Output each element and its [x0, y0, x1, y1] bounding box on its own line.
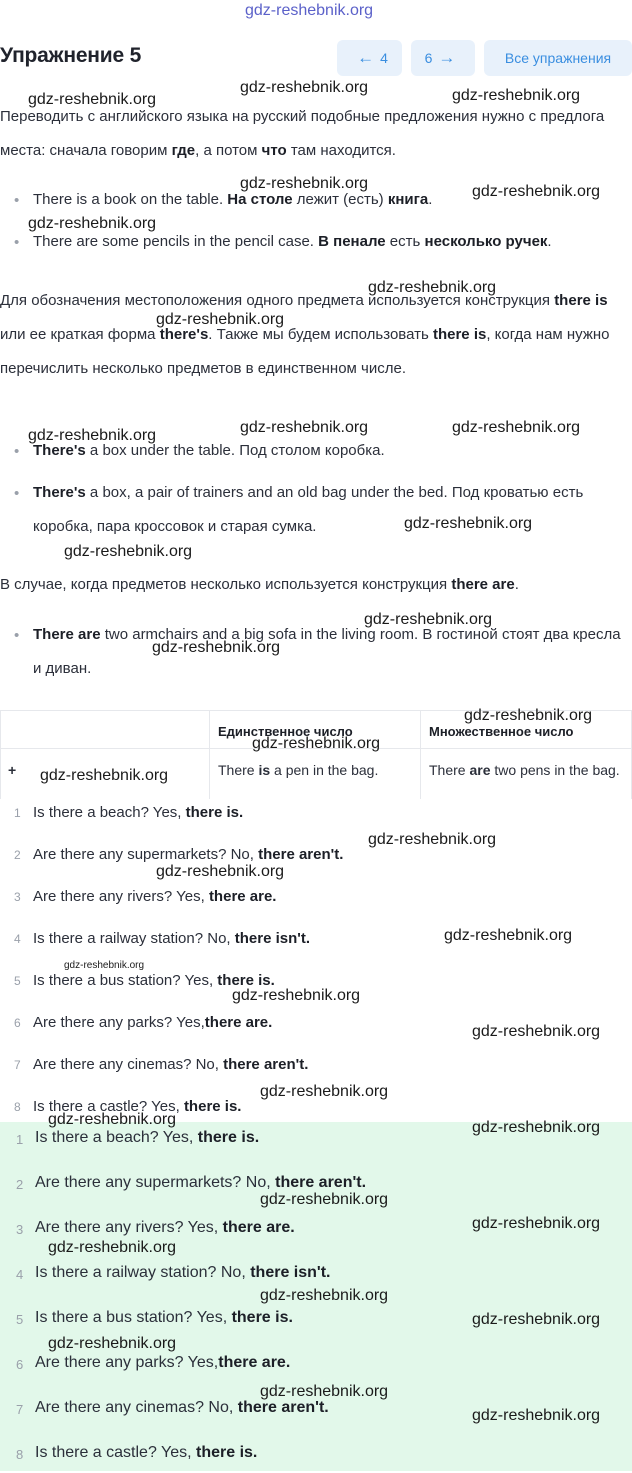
answer-number: 6 [16, 1357, 24, 1372]
watermark: gdz-reshebnik.org [452, 419, 581, 436]
answer-number: 7 [14, 1058, 21, 1072]
watermark: gdz-reshebnik.org [245, 2, 374, 19]
watermark: gdz-reshebnik.org [252, 735, 381, 752]
watermark: gdz-reshebnik.org [404, 515, 533, 532]
watermark: gdz-reshebnik.org [472, 1023, 601, 1040]
watermark: gdz-reshebnik.org [260, 1083, 389, 1100]
watermark: gdz-reshebnik.org [156, 311, 285, 328]
bullet: • [14, 627, 20, 644]
answer-number: 2 [14, 848, 21, 862]
watermark: gdz-reshebnik.org [64, 960, 145, 971]
watermark: gdz-reshebnik.org [40, 767, 169, 784]
watermark: gdz-reshebnik.org [260, 1287, 389, 1304]
prev-exercise-label: 4 [380, 50, 388, 66]
answer-text: Is there a castle? Yes, there is. [33, 1098, 242, 1115]
answer-row [0, 800, 632, 830]
watermark: gdz-reshebnik.org [64, 543, 193, 560]
watermark: gdz-reshebnik.org [452, 87, 581, 104]
answer-text: Are there any cinemas? No, there aren't. [33, 1056, 309, 1073]
list-item: There is a book on the table. На столе лежит (есть) книга. [33, 191, 433, 208]
intro-paragraph: Переводить с английского языка на русский подобные предложения нужно с предлога места: сначала говорим где, а потом что там находится. [0, 108, 605, 159]
answer-row [0, 884, 632, 914]
answer-number: 1 [14, 806, 21, 820]
answer-text: Is there a railway station? No, there isn't. [35, 1264, 331, 1281]
arrow-right-icon: → [438, 48, 456, 67]
watermark: gdz-reshebnik.org [472, 1407, 601, 1424]
answer-text: Is there a bus station? Yes, there is. [33, 972, 275, 989]
answer-text: Are there any supermarkets? No, there aren't. [33, 846, 344, 863]
watermark: gdz-reshebnik.org [240, 175, 369, 192]
prev-exercise-button[interactable] [337, 40, 402, 76]
watermark: gdz-reshebnik.org [368, 279, 497, 296]
watermark: gdz-reshebnik.org [364, 611, 493, 628]
answer-text: Are there any supermarkets? No, there aren't. [35, 1174, 367, 1191]
plural-paragraph: В случае, когда предметов несколько используется конструкция there are. [0, 576, 519, 593]
watermark: gdz-reshebnik.org [472, 1311, 601, 1328]
bullet: • [14, 443, 20, 460]
answer-text: Are there any cinemas? No, there aren't. [35, 1399, 329, 1416]
watermark: gdz-reshebnik.org [472, 183, 601, 200]
exercise-header [0, 40, 632, 80]
page-title: Упражнение 5 [0, 44, 142, 67]
watermark: gdz-reshebnik.org [464, 707, 593, 724]
list-item: There's a box, a pair of trainers and an old bag under the bed. Под кроватью есть коробка, пара кроссовок и старая сумка. [33, 484, 584, 535]
watermark: gdz-reshebnik.org [240, 419, 369, 436]
answer-text: Are there any parks? Yes,there are. [35, 1354, 291, 1371]
answer-text: Is there a railway station? No, there isn't. [33, 930, 311, 947]
highlighted-answer-row [0, 1349, 632, 1383]
list-item: There's a box under the table. Под столом коробка. [33, 442, 385, 459]
answer-row [0, 1052, 632, 1082]
highlighted-answer-row [0, 1439, 632, 1473]
answer-number: 3 [16, 1222, 24, 1237]
watermark: gdz-reshebnik.org [444, 927, 573, 944]
watermark: gdz-reshebnik.org [240, 79, 369, 96]
watermark: gdz-reshebnik.org [48, 1111, 177, 1128]
next-exercise-label: 6 [424, 50, 433, 66]
bullet: • [14, 192, 20, 209]
table-cell-singular: There is a pen in the bag. [218, 762, 379, 778]
arrow-left-icon: ← [357, 48, 375, 67]
table-cell-plural: There are two pens in the bag. [429, 762, 620, 778]
next-exercise-button[interactable] [411, 40, 475, 76]
watermark: gdz-reshebnik.org [472, 1119, 601, 1136]
watermark: gdz-reshebnik.org [28, 91, 157, 108]
watermark: gdz-reshebnik.org [472, 1215, 601, 1232]
watermark: gdz-reshebnik.org [260, 1383, 389, 1400]
watermark: gdz-reshebnik.org [48, 1335, 177, 1352]
answer-number: 7 [16, 1402, 24, 1417]
column-header-plural: Множественное число [429, 724, 574, 739]
answer-number: 2 [16, 1177, 24, 1192]
answer-number: 6 [14, 1016, 21, 1030]
bullet: • [14, 234, 20, 251]
column-header-singular: Единственное число [218, 724, 353, 739]
watermark: gdz-reshebnik.org [48, 1239, 177, 1256]
watermark: gdz-reshebnik.org [368, 831, 497, 848]
watermark: gdz-reshebnik.org [156, 863, 285, 880]
answer-text: Is there a beach? Yes, there is. [35, 1129, 260, 1146]
answer-number: 8 [14, 1100, 21, 1114]
answer-text: Are there any parks? Yes,there are. [33, 1014, 273, 1031]
answer-number: 8 [16, 1447, 24, 1462]
answer-number: 5 [14, 974, 21, 988]
answer-text: Are there any rivers? Yes, there are. [33, 888, 277, 905]
list-item: There are some pencils in the pencil case. В пенале есть несколько ручек. [33, 233, 552, 250]
answer-number: 1 [16, 1132, 24, 1147]
singular-paragraph: Для обозначения местоположения одного предмета используется конструкция there is или ее краткая форма there's. Также мы будем использовать there is, когда нам нужно перечислить несколько предметов в единственном числе. [0, 292, 610, 377]
watermark: gdz-reshebnik.org [28, 427, 157, 444]
all-exercises-button[interactable]: Все упражнения [484, 40, 632, 76]
answer-text: Is there a bus station? Yes, there is. [35, 1309, 293, 1326]
answer-row [0, 842, 632, 872]
answer-text: Are there any rivers? Yes, there are. [35, 1219, 295, 1236]
bullet: • [14, 485, 20, 502]
watermark: gdz-reshebnik.org [28, 215, 157, 232]
list-item: There are two armchairs and a big sofa in the living room. В гостиной стоят два кресла и диван. [33, 626, 621, 677]
answer-text: Is there a beach? Yes, there is. [33, 804, 244, 821]
watermark: gdz-reshebnik.org [152, 639, 281, 656]
answer-number: 4 [16, 1267, 24, 1282]
answer-number: 3 [14, 890, 21, 904]
row-sign: + [8, 762, 17, 778]
watermark: gdz-reshebnik.org [232, 987, 361, 1004]
answer-number: 4 [14, 932, 21, 946]
answer-text: Is there a castle? Yes, there is. [35, 1444, 258, 1461]
answer-number: 5 [16, 1312, 24, 1327]
watermark: gdz-reshebnik.org [260, 1191, 389, 1208]
